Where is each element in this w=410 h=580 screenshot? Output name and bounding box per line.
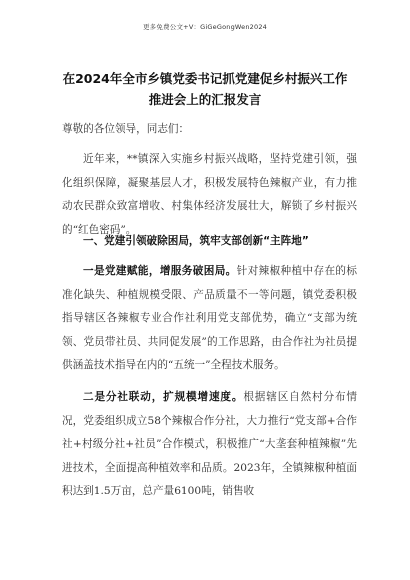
paragraph-1: [62, 260, 357, 378]
salutation: 尊敬的各位领导，同志们：: [62, 123, 190, 135]
paragraph-2-lead: 二是分社联动，扩规模增速度。: [83, 391, 244, 403]
section-heading-1: 一、党建引领破除困局，筑牢支部创新“主阵地”: [83, 235, 309, 247]
paragraph-2-text: 根据辖区自然村分布情况，党委组织成立58个辣椒合作分社，大力推行“党支部+合作社+村级分社+社员”合作模式，积极推广“大垄套种植辣椒”先进技术，全面提高种植效率和品质。2023年，全镇辣椒种植面积达到1.5万亩，总产量6100吨，销售收: [62, 391, 358, 497]
intro-paragraph: 近年来，**镇深入实施乡村振兴战略，坚持党建引领，强化组织保障，凝聚基层人才，积极发展特色辣椒产业，有力推动农民群众致富增收、村集体经济发展壮大，解锁了乡村振兴的“红色密码”。: [62, 153, 357, 236]
paragraph-1-lead: 一是党建赋能，增服务破困局。: [83, 265, 237, 277]
paragraph-1-text: 针对辣椒种植中存在的标准化缺失、种植规模受限、产品质量不一等问题，镇党委积极指导辖区各辣椒专业合作社利用党支部优势，确立“支部为统领、党员带社员、共同促发展”的工作思路，由合作社为社员提供涵盖技术指导在内的“五统一”全程技术服务。: [62, 265, 358, 371]
paragraph-2: [62, 386, 357, 504]
document-title: 在2024年全市乡镇党委书记抓党建促乡村振兴工作推进会上的汇报发言: [62, 71, 348, 107]
header-note: 更多免费公文+V：GiGeGongWen2024: [142, 23, 268, 31]
